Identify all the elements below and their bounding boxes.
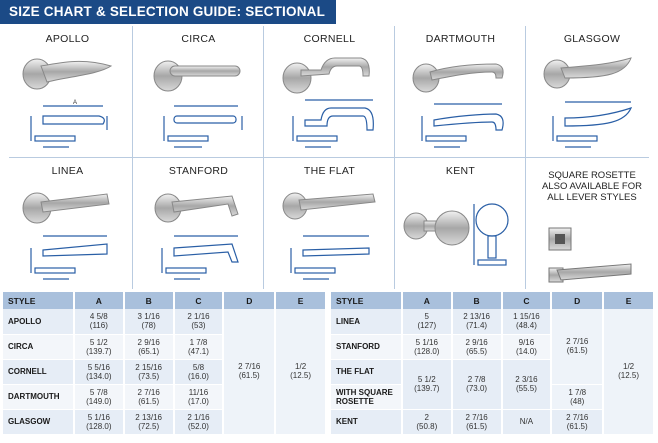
header-e: E xyxy=(603,292,654,309)
header-c: C xyxy=(174,292,224,309)
glasgow-illustration xyxy=(527,44,655,156)
style-name: KENT xyxy=(445,165,476,177)
dimension-table-left xyxy=(3,292,327,435)
circa-illustration xyxy=(134,44,264,156)
style-name: THE FLAT xyxy=(303,165,356,177)
header-d: D xyxy=(223,292,275,309)
header-b: B xyxy=(452,292,502,309)
style-name: APOLLO xyxy=(45,33,90,45)
dartmouth-illustration xyxy=(396,44,526,156)
cornell-illustration xyxy=(265,44,395,156)
header-a: A xyxy=(402,292,452,309)
header-c: C xyxy=(502,292,552,309)
style-cell-circa xyxy=(134,26,264,157)
style-name: GLASGOW xyxy=(563,33,621,45)
style-name: DARTMOUTH xyxy=(425,33,496,45)
dimension-tables xyxy=(3,292,655,441)
page-title: SIZE CHART & SELECTION GUIDE: SECTIONAL xyxy=(0,0,336,24)
table-row: CORNELL 5 5/16 (134.0) 2 15/16 (73.5) 5/8 (16.0) xyxy=(3,359,326,384)
style-cell-glasgow xyxy=(527,26,657,157)
table-row: DARTMOUTH 5 7/8 (149.0) 2 7/16 (61.5) 11/16 (17.0) xyxy=(3,384,326,409)
apollo-illustration xyxy=(3,44,133,156)
style-name: CORNELL xyxy=(303,33,356,45)
the-flat-illustration xyxy=(265,176,395,288)
stanford-illustration xyxy=(134,176,264,288)
header-style: STYLE xyxy=(3,292,74,309)
kent-illustration xyxy=(396,176,526,288)
table-row: APOLLO 4 5/8 (116) 3 1/16 (78) 2 1/16 (53) 2 7/16 (61.5) 1/2 (12.5) xyxy=(3,309,326,334)
header-e: E xyxy=(275,292,326,309)
square-rosette-illustration xyxy=(527,178,655,290)
header-style: STYLE xyxy=(331,292,402,309)
style-name: CIRCA xyxy=(181,33,216,45)
style-cell-stanford xyxy=(134,158,264,289)
linea-illustration xyxy=(3,176,133,288)
table-row: WITH SQUARE ROSETTE 1 7/8 (48) xyxy=(331,384,654,409)
svg-text:A: A xyxy=(73,100,78,106)
table-row: CIRCA 5 1/2 (139.7) 2 9/16 (65.1) 1 7/8 (47.1) xyxy=(3,334,326,359)
style-name: STANFORD xyxy=(168,165,229,177)
table-row: THE FLAT 5 1/2 (139.7) 2 7/8 (73.0) 2 3/16 (55.5) xyxy=(331,359,654,384)
style-cell-cornell xyxy=(265,26,395,157)
style-cell-linea xyxy=(3,158,133,289)
handle-gallery xyxy=(3,26,655,291)
square-rosette-note: SQUARE ROSETTE ALSO AVAILABLE FOR ALL LEVER STYLES xyxy=(542,170,642,203)
dimension-table-right xyxy=(331,292,655,435)
style-cell-square-rosette xyxy=(527,158,657,289)
style-name: LINEA xyxy=(51,165,84,177)
style-cell-dartmouth xyxy=(396,26,526,157)
header-b: B xyxy=(124,292,174,309)
style-cell-the-flat xyxy=(265,158,395,289)
header-a: A xyxy=(74,292,124,309)
style-cell-kent xyxy=(396,158,526,289)
table-row: STANFORD 5 1/16 (128.0) 2 9/16 (65.5) 9/16 (14.0) xyxy=(331,334,654,359)
table-row: KENT 2 (50.8) 2 7/16 (61.5) N/A 2 7/16 (61.5) xyxy=(331,409,654,434)
header-d: D xyxy=(551,292,603,309)
table-row: GLASGOW 5 1/16 (128.0) 2 13/16 (72.5) 2 1/16 (52.0) xyxy=(3,409,326,434)
table-row: LINEA 5 (127) 2 13/16 (71.4) 1 15/16 (48.4) 2 7/16 (61.5) 1/2 (12.5) xyxy=(331,309,654,334)
style-cell-apollo xyxy=(3,26,133,157)
